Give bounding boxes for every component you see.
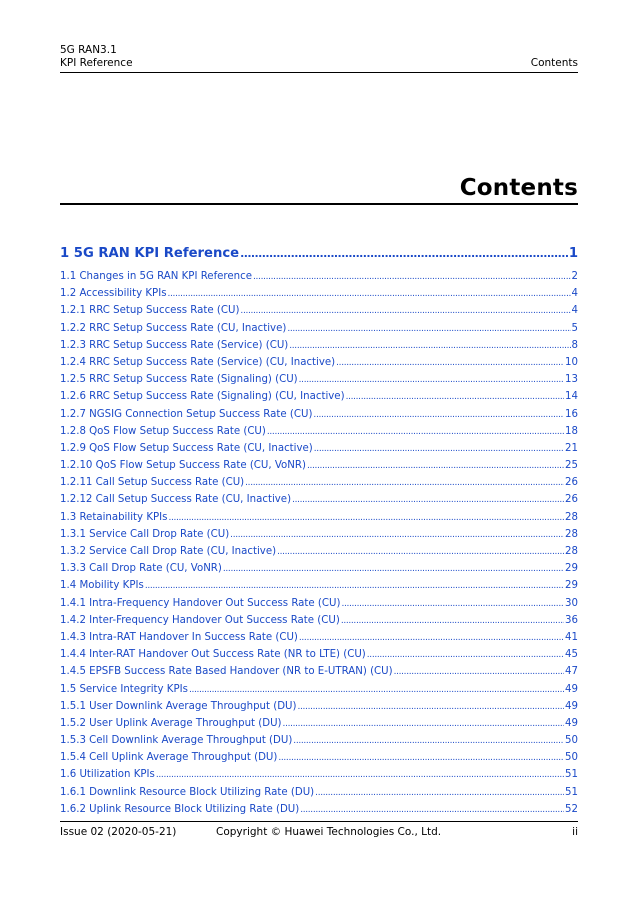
toc-entry-label: 1.2 Accessibility KPIs [60, 288, 167, 300]
toc-leader [300, 801, 564, 819]
toc-entry-link[interactable] [60, 784, 578, 801]
toc-leader [277, 543, 564, 561]
toc-entry-label: 1.2.5 RRC Setup Success Rate (Signaling) (CU) [60, 374, 298, 386]
toc-entry-link[interactable] [60, 543, 578, 560]
toc-entry-page: 10 [565, 356, 578, 368]
toc-leader [299, 371, 564, 389]
toc-entry-link[interactable] [60, 663, 578, 680]
toc-items [60, 268, 578, 818]
toc-leader [253, 268, 571, 286]
page-title: Contents [459, 175, 578, 201]
toc-entry-page: 47 [565, 666, 578, 678]
toc-entry-link[interactable] [60, 474, 578, 491]
toc-entry-link[interactable] [60, 715, 578, 732]
toc-entry-link[interactable] [60, 560, 578, 577]
toc-entry-page: 49 [565, 683, 578, 695]
toc-leader [245, 474, 564, 492]
toc-entry-label: 1.1 Changes in 5G RAN KPI Reference [60, 271, 252, 282]
toc-entry-label: 1.3.3 Call Drop Rate (CU, VoNR) [60, 563, 222, 575]
toc-entry-link[interactable] [60, 509, 578, 526]
toc-entry-label: 1.4.2 Inter-Frequency Handover Out Success Rate (CU) [60, 614, 340, 626]
toc-entry-label: 1.6.1 Downlink Resource Block Utilizing Rate (DU) [60, 786, 315, 798]
toc-entry-page: 26 [565, 494, 578, 506]
toc-entry-page: 50 [565, 735, 578, 747]
toc-leader [293, 732, 564, 750]
toc-entry-label: 1.3.2 Service Call Drop Rate (CU, Inactive) [60, 546, 277, 557]
toc-leader [315, 784, 564, 802]
toc-entry-link[interactable] [60, 612, 578, 629]
toc-entry-link[interactable] [60, 320, 578, 337]
toc-leader [299, 629, 564, 647]
toc-entry-link[interactable] [60, 698, 578, 715]
header-rule [60, 72, 578, 73]
toc-leader [145, 577, 564, 595]
toc-entry-label: 1.3 Retainability KPIs [60, 511, 168, 523]
toc-entry-label: 1.2.6 RRC Setup Success Rate (Signaling) (CU, Inactive) [60, 391, 345, 403]
toc-entry-label: 1.4 Mobility KPIs [60, 580, 144, 592]
table-of-contents [60, 246, 578, 818]
toc-entry-label: 1.2.2 RRC Setup Success Rate (CU, Inactive) [60, 322, 287, 334]
toc-chapter-label: 1 5G RAN KPI Reference [60, 246, 240, 261]
toc-entry-page: 51 [565, 786, 578, 798]
toc-entry-page: 16 [565, 408, 578, 420]
toc-entry-page: 51 [565, 769, 578, 781]
toc-leader [292, 491, 564, 509]
toc-leader [283, 715, 564, 733]
toc-entry-page: 49 [565, 717, 578, 729]
toc-entry-link[interactable] [60, 646, 578, 663]
toc-leader [168, 509, 564, 527]
page-header [60, 44, 578, 70]
toc-entry-page: 50 [565, 752, 578, 764]
toc-leader [394, 663, 564, 681]
toc-entry-page: 13 [565, 374, 578, 386]
toc-entry-page: 30 [565, 597, 578, 609]
footer-copyright: Copyright © Huawei Technologies Co., Ltd. [216, 826, 442, 838]
toc-entry-page: 49 [565, 700, 578, 712]
toc-entry-page: 28 [565, 546, 578, 557]
toc-entry-label: 1.5.1 User Downlink Average Throughput (DU) [60, 700, 297, 712]
toc-entry-page: 14 [565, 391, 578, 403]
toc-entry-label: 1.4.3 Intra-RAT Handover In Success Rate (CU) [60, 631, 298, 643]
title-rule [60, 203, 578, 205]
toc-leader [223, 560, 564, 578]
toc-entry-link[interactable] [60, 681, 578, 698]
toc-entry-link[interactable] [60, 577, 578, 594]
toc-entry-link[interactable] [60, 268, 578, 285]
toc-entry-page: 2 [571, 271, 578, 282]
toc-entry-label: 1.2.4 RRC Setup Success Rate (Service) (CU, Inactive) [60, 356, 336, 368]
toc-entry-link[interactable] [60, 371, 578, 388]
toc-entry-label: 1.3.1 Service Call Drop Rate (CU) [60, 528, 230, 540]
toc-leader [230, 526, 564, 544]
toc-leader [156, 766, 564, 784]
toc-leader [240, 246, 568, 261]
toc-entry-page: 5 [571, 322, 578, 334]
toc-entry-link[interactable] [60, 423, 578, 440]
toc-leader [314, 440, 564, 458]
toc-entry-link[interactable] [60, 406, 578, 423]
toc-chapter-link[interactable] [60, 246, 578, 266]
toc-leader [287, 320, 570, 338]
toc-leader [341, 612, 564, 630]
toc-entry-page: 36 [565, 614, 578, 626]
toc-entry-label: 1.2.9 QoS Flow Setup Success Rate (CU, Inactive) [60, 442, 313, 454]
header-section: Contents [530, 57, 578, 69]
toc-entry-link[interactable] [60, 526, 578, 543]
toc-entry-link[interactable] [60, 457, 578, 474]
header-doc-type: KPI Reference [60, 57, 133, 69]
toc-entry-label: 1.4.4 Inter-RAT Handover Out Success Rate (NR to LTE) (CU) [60, 649, 366, 661]
toc-entry-link[interactable] [60, 302, 578, 319]
toc-leader [367, 646, 564, 664]
toc-entry-page: 28 [565, 528, 578, 540]
toc-entry-link[interactable] [60, 749, 578, 766]
toc-entry-page: 21 [565, 442, 578, 454]
footer-rule [60, 821, 578, 822]
footer-issue: Issue 02 (2020-05-21) [60, 826, 177, 838]
toc-entry-page: 45 [565, 649, 578, 661]
toc-chapter-page: 1 [568, 246, 578, 261]
toc-entry-link[interactable] [60, 766, 578, 783]
toc-entry-page: 4 [571, 305, 578, 317]
toc-entry-label: 1.4.5 EPSFB Success Rate Based Handover (NR to E-UTRAN) (CU) [60, 666, 393, 678]
toc-leader [278, 749, 564, 767]
toc-entry-link[interactable] [60, 285, 578, 302]
toc-entry-link[interactable] [60, 440, 578, 457]
toc-entry-label: 1.6 Utilization KPIs [60, 769, 155, 781]
header-product: 5G RAN3.1 [60, 44, 117, 56]
toc-entry-label: 1.2.8 QoS Flow Setup Success Rate (CU) [60, 425, 266, 437]
toc-entry-link[interactable] [60, 595, 578, 612]
toc-entry-label: 1.2.3 RRC Setup Success Rate (Service) (CU) [60, 339, 289, 351]
toc-entry-page: 8 [571, 339, 578, 351]
toc-entry-page: 29 [565, 563, 578, 575]
toc-entry-page: 29 [565, 580, 578, 592]
toc-entry-label: 1.6.2 Uplink Resource Block Utilizing Rate (DU) [60, 803, 300, 815]
toc-entry-page: 4 [571, 288, 578, 300]
toc-leader [336, 354, 564, 372]
toc-leader [267, 423, 564, 441]
toc-entry-link[interactable] [60, 629, 578, 646]
toc-entry-label: 1.2.1 RRC Setup Success Rate (CU) [60, 305, 240, 317]
toc-entry-link[interactable] [60, 732, 578, 749]
toc-leader [341, 595, 564, 613]
toc-entry-page: 52 [565, 803, 578, 815]
toc-entry-link[interactable] [60, 354, 578, 371]
toc-leader [297, 698, 564, 716]
toc-leader [240, 302, 570, 320]
footer-page-number: ii [572, 826, 578, 838]
toc-entry-page: 41 [565, 631, 578, 643]
toc-entry-label: 1.4.1 Intra-Frequency Handover Out Success Rate (CU) [60, 597, 341, 609]
toc-leader [307, 457, 564, 475]
toc-entry-page: 18 [565, 425, 578, 437]
toc-leader [346, 388, 564, 406]
page-footer [60, 826, 578, 838]
toc-entry-label: 1.5.3 Cell Downlink Average Throughput (DU) [60, 735, 293, 747]
toc-leader [168, 285, 571, 303]
toc-entry-link[interactable] [60, 337, 578, 354]
toc-entry-page: 25 [565, 460, 578, 472]
toc-entry-page: 28 [565, 511, 578, 523]
toc-leader [289, 337, 570, 355]
toc-entry-link[interactable] [60, 491, 578, 508]
toc-entry-label: 1.5 Service Integrity KPIs [60, 683, 188, 695]
toc-entry-label: 1.2.12 Call Setup Success Rate (CU, Inactive) [60, 494, 292, 506]
toc-leader [313, 406, 564, 424]
toc-entry-link[interactable] [60, 801, 578, 818]
toc-entry-label: 1.2.7 NGSIG Connection Setup Success Rate (CU) [60, 408, 313, 420]
toc-entry-link[interactable] [60, 388, 578, 405]
toc-entry-label: 1.5.4 Cell Uplink Average Throughput (DU) [60, 752, 278, 764]
toc-entry-label: 1.5.2 User Uplink Average Throughput (DU) [60, 717, 282, 729]
toc-entry-label: 1.2.11 Call Setup Success Rate (CU) [60, 477, 245, 489]
toc-entry-label: 1.2.10 QoS Flow Setup Success Rate (CU, VoNR) [60, 460, 306, 472]
toc-entry-page: 26 [565, 477, 578, 489]
toc-leader [189, 681, 564, 699]
